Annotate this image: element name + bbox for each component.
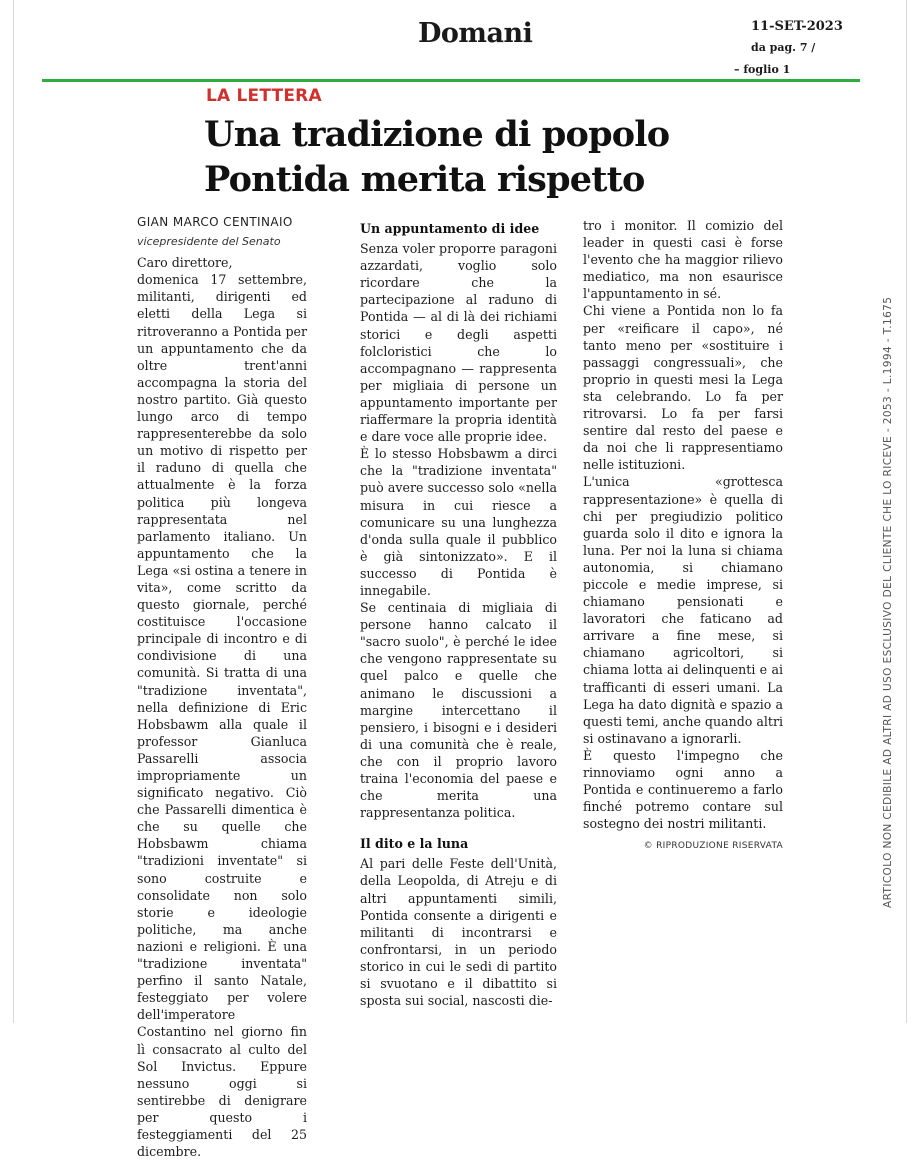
paragraph: È questo l'impegno che rinnoviamo ogni anno a Pontida e continueremo a farlo finché potremo contare sul sostegno dei nostri militanti. — [583, 747, 783, 832]
paragraph: domenica 17 settembre, militanti, dirigenti ed eletti della Lega si ritroveranno a Pontida per un appuntamento che da oltre trent'anni accompagna la storia del nostro partito. Già questo lungo arco di tempo rappresenterebbe da solo un motivo di rispetto per il raduno di quella che attualmente è la forza politica più longeva rappresentata nel parlamento italiano. Un appuntamento che la Lega «si ostina a tenere in vita», come scritto da questo giornale, perché costituisce l'occasione principale di incontro e di condivisione di una comunità. Si tratta di una "tradizione inventata", nella definizione di Eric Hobsbawm alla quale il professor Gianluca Passarelli associa impropriamente un significato negativo. Ciò che Passarelli dimentica è che su quelle che Hobsbawm chiama "tradizioni inventate" si sono costruite e consolidate non solo storie e ideologie politiche, ma anche nazioni e religioni. È una "tradizione inventata" perfino il santo Natale, festeggiato per volere dell'imperatore Costantino nel giorno fin lì consacrato al culto del Sol Invictus. Eppure nessuno oggi si sentirebbe di denigrare per questo i festeggiamenti del 25 dicembre. — [137, 272, 307, 1160]
page-border-right — [906, 0, 907, 1023]
side-disclaimer: ARTICOLO NON CEDIBILE AD ALTRI AD USO ESCLUSIVO DEL CLIENTE CHE LO RICEVE - 2053 - L.1994 - T.1675 — [882, 296, 894, 908]
publication-date: 11-SET-2023 — [751, 19, 843, 34]
author-role: vicepresidente del Senato — [137, 235, 281, 249]
headline-line-2: Pontida merita rispetto — [204, 159, 645, 200]
article-headline — [204, 112, 764, 202]
paragraph: Se centinaia di migliaia di persone hanno calcato il "sacro suolo", è perché le idee che vengono rappresentate su quel palco e quelle che animano le discussioni a margine intercettano il pensiero, i bisogni e i desideri di una comunità che è reale, che con il proprio lavoro traina l'economia del paese e che merita una rappresentanza politica. — [360, 600, 557, 821]
paragraph: È lo stesso Hobsbawm a dirci che la "tradizione inventata" può avere successo solo «nella misura in cui riesce a comunicare su una lunghezza d'onda sulla quale il pubblico è già sintonizzato». E il successo di Pontida è innegabile. — [360, 446, 557, 598]
subheading-appuntamento: Un appuntamento di idee — [360, 221, 540, 236]
headline-line-1: Una tradizione di popolo — [204, 114, 670, 155]
paragraph: Al pari delle Feste dell'Unità, della Leopolda, di Atreju e di altri appuntamenti simili, Pontida consente a dirigenti e militanti di incontrarsi e confrontarsi, in un periodo storico in cui le sedi di partito si svuotano e il dibattito si sposta sui social, nascosti die- — [360, 856, 557, 1009]
paragraph: L'unica «grottesca rappresentazione» è quella di chi per pregiudizio politico guarda solo il dito e ignora la luna. Per noi la luna si chiama autonomia, si chiamano piccole e medie imprese, si chiamano pensionati e lavoratori che faticano ad arrivare a fine mese, si chiamano agricoltori, si chiama lotta ai delinquenti e ai trafficanti di esseri umani. La Lega ha dato dignità e spazio a questi temi, anche quando altri si ostinavano a ignorarli. — [583, 474, 783, 746]
paragraph: Senza voler proporre paragoni azzardati, voglio solo ricordare che la partecipazione al raduno di Pontida — al di là dei richiami storici e degli aspetti folcloristici che lo accompagnano — rappresenta per migliaia di persone un appuntamento importante per riaffermare la propria identità e dare voce alle proprie idee. — [360, 241, 557, 445]
paragraph: tro i monitor. Il comizio del leader in questi casi è forse l'evento che ha maggior rilievo mediatico, ma non esaurisce l'appuntamento in sé. — [583, 218, 783, 302]
copyright-notice: © RIPRODUZIONE RISERVATA — [643, 841, 783, 852]
page-reference: da pag. 7 / — [751, 41, 816, 54]
author-name: GIAN MARCO CENTINAIO — [137, 215, 293, 229]
subheading-dito-luna: Il dito e la luna — [360, 836, 469, 852]
article-kicker: LA LETTERA — [206, 86, 322, 106]
salutation: Caro direttore, — [137, 255, 233, 271]
newspaper-masthead: Domani — [418, 18, 533, 49]
article-column-1 — [137, 214, 307, 1160]
header-rule — [42, 79, 860, 82]
page-border-left — [13, 0, 14, 1023]
article-column-3 — [583, 217, 783, 855]
sheet-number: – foglio 1 — [734, 63, 791, 76]
article-column-2 — [360, 220, 557, 1009]
paragraph: Chi viene a Pontida non lo fa per «reificare il capo», né tanto meno per «sostituire i passaggi congressuali», che proprio in questi mesi la Lega sta celebrando. Lo fa per ritrovarsi. Lo fa per farsi sentire dal resto del paese e da noi che li rappresentiamo nelle istituzioni. — [583, 303, 783, 473]
